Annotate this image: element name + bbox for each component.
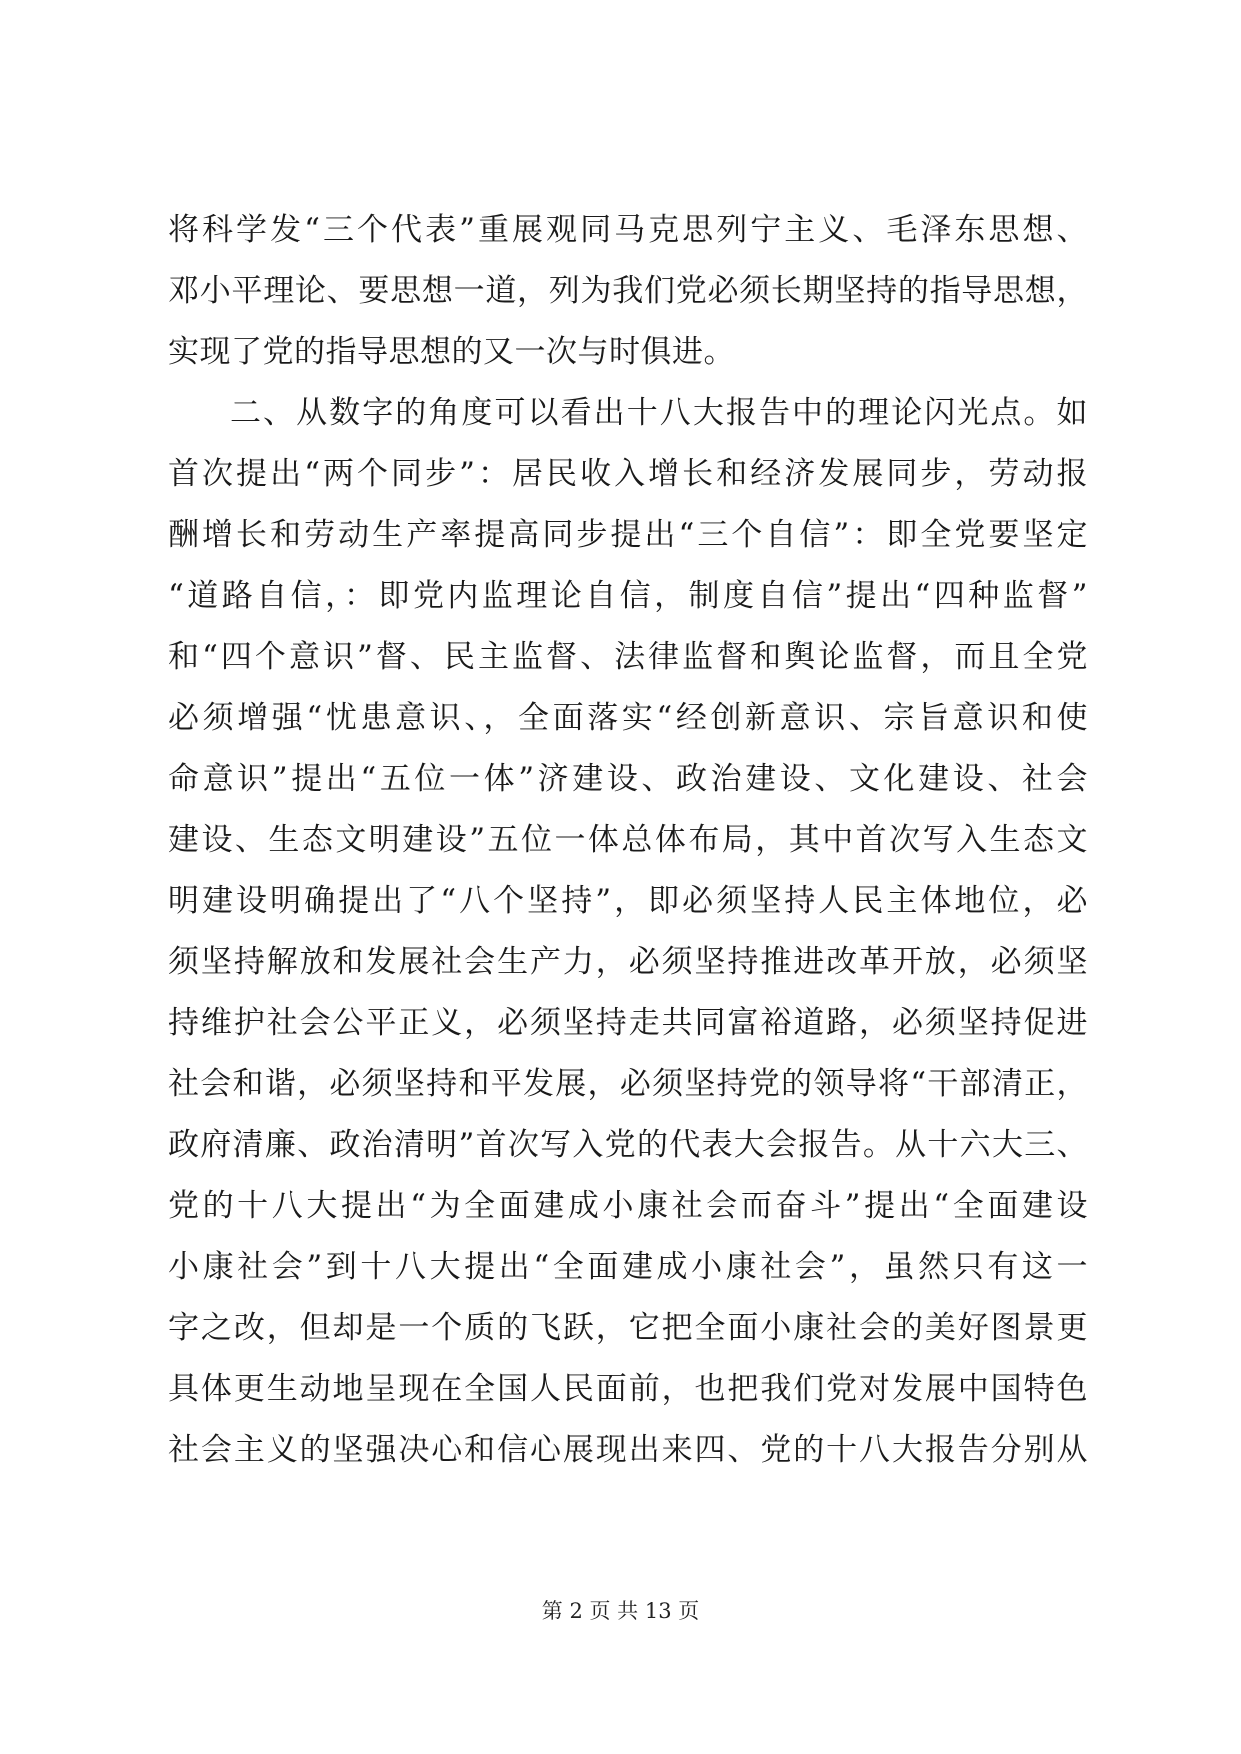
- text-line: 建设、生态文明建设”五位一体总体布局，其中首次写入生态文: [168, 822, 1088, 858]
- text-line: 实现了党的指导思想的又一次与时俱进。: [168, 334, 735, 370]
- text-line: 和“四个意识”督、民主监督、法律监督和舆论监督，而且全党: [168, 639, 1088, 675]
- text-line: 小康社会”到十八大提出“全面建成小康社会”，虽然只有这一: [168, 1249, 1088, 1285]
- text-line: 具体更生动地呈现在全国人民面前，也把我们党对发展中国特色: [168, 1371, 1088, 1407]
- text-line: 政府清廉、政治清明”首次写入党的代表大会报告。从十六大三、: [168, 1127, 1088, 1163]
- text-line-paragraph-start: 二、从数字的角度可以看出十八大报告中的理论闪光点。如: [230, 395, 1088, 431]
- page-number-footer: 第 2 页 共 13 页: [541, 1599, 700, 1623]
- text-line: 须坚持解放和发展社会生产力，必须坚持推进改革开放，必须坚: [168, 944, 1088, 980]
- text-line: 社会和谐，必须坚持和平发展，必须坚持党的领导将“干部清正，: [168, 1066, 1088, 1102]
- text-line: 首次提出“两个同步”：居民收入增长和经济发展同步，劳动报: [168, 456, 1088, 492]
- text-line: “道路自信，：即党内监理论自信，制度自信”提出“四种监督”: [168, 578, 1088, 614]
- text-line: 社会主义的坚强决心和信心展现出来四、党的十八大报告分别从: [168, 1432, 1088, 1468]
- text-line: 命意识”提出“五位一体”济建设、政治建设、文化建设、社会: [168, 761, 1088, 797]
- text-line: 明建设明确提出了“八个坚持”，即必须坚持人民主体地位，必: [168, 883, 1088, 919]
- text-line: 将科学发“三个代表”重展观同马克思列宁主义、毛泽东思想、: [168, 212, 1088, 248]
- text-line: 必须增强“忧患意识、，全面落实“经创新意识、宗旨意识和使: [168, 700, 1088, 736]
- text-line: 党的十八大提出“为全面建成小康社会而奋斗”提出“全面建设: [168, 1188, 1088, 1224]
- text-line: 酬增长和劳动生产率提高同步提出“三个自信”：即全党要坚定: [168, 517, 1088, 553]
- text-line: 字之改，但却是一个质的飞跃，它把全面小康社会的美好图景更: [168, 1310, 1088, 1346]
- body-text: [168, 200, 1088, 1481]
- text-line: 邓小平理论、要思想一道，列为我们党必须长期坚持的指导思想，: [168, 273, 1088, 309]
- text-line: 持维护社会公平正义，必须坚持走共同富裕道路，必须坚持促进: [168, 1005, 1088, 1041]
